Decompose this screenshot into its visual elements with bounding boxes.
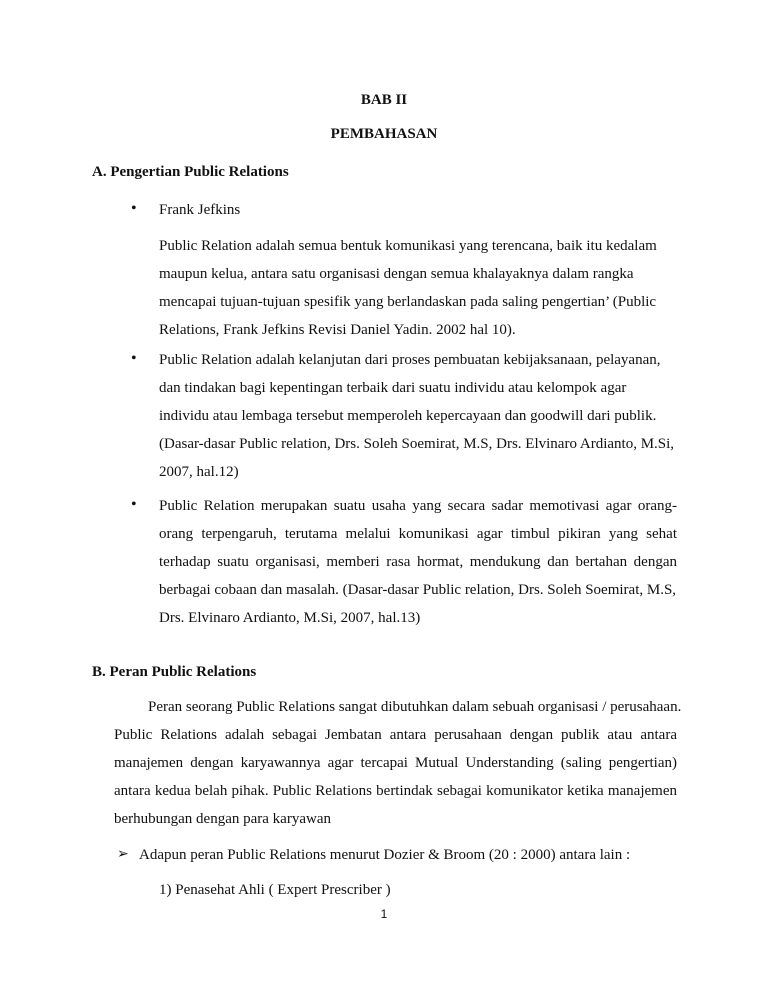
bullet-marker: •: [131, 200, 137, 217]
numbered-item: 1) Penasehat Ahli ( Expert Prescriber ): [159, 882, 391, 898]
item-1-title: Frank Jefkins: [159, 202, 241, 218]
item-2-line: (Dasar-dasar Public relation, Drs. Soleh Soemirat, M.S, Drs. Elvinaro Ardianto, M.Si,: [159, 436, 675, 452]
item-1-line: maupun kelua, antara satu organisasi dengan semua khalayaknya dalam rangka: [159, 266, 634, 282]
section-b-paragraph-line: Peran seorang Public Relations sangat dibutuhkan dalam sebuah organisasi / perusahaan.: [148, 699, 682, 715]
item-1-line: mencapai tujuan-tujuan spesifik yang berlandaskan pada saling pengertian’ (Public: [159, 294, 657, 310]
section-a-title: A. Pengertian Public Relations: [92, 164, 289, 180]
section-b-paragraph-line: antara kedua belah pihak. Public Relations bertindak sebagai komunikator ketika manajemen: [114, 783, 677, 799]
chapter-heading: BAB II: [360, 92, 408, 108]
item-2-line: 2007, hal.12): [159, 464, 239, 480]
section-b-paragraph-line: Public Relations adalah sebagai Jembatan antara perusahaan dengan publik atau antara: [114, 727, 677, 743]
item-3-line: orang terpengaruh, terutama melalui komunikasi agar timbul pikiran yang sehat: [159, 526, 677, 542]
arrow-item-text: Adapun peran Public Relations menurut Dozier & Broom (20 : 2000) antara lain :: [139, 847, 631, 863]
bullet-marker: •: [131, 496, 137, 513]
item-3-line: Public Relation merupakan suatu usaha yang secara sadar memotivasi agar orang-: [159, 498, 677, 514]
item-3-line: berbagai cobaan dan masalah. (Dasar-dasar Public relation, Drs. Soleh Soemirat, M.S,: [159, 582, 677, 598]
section-b-title: B. Peran Public Relations: [92, 664, 257, 680]
bullet-marker: •: [131, 350, 137, 367]
item-1-line: Relations, Frank Jefkins Revisi Daniel Yadin. 2002 hal 10).: [159, 322, 516, 338]
item-2-line: individu atau lembaga tersebut memperoleh kepercayaan dan goodwill dari publik.: [159, 408, 657, 424]
chapter-title: PEMBAHASAN: [330, 126, 438, 142]
arrow-bullet-icon: ➢: [117, 847, 129, 862]
section-b-paragraph-line: manajemen dengan karyawannya agar tercapai Mutual Understanding (saling pengertian): [114, 755, 677, 771]
page-number: 1: [380, 907, 388, 921]
item-3-line: terhadap suatu organisasi, memberi rasa hormat, mendukung dan bertahan dengan: [159, 554, 677, 570]
item-2-line: Public Relation adalah kelanjutan dari proses pembuatan kebijaksanaan, pelayanan,: [159, 352, 661, 368]
item-3-line: Drs. Elvinaro Ardianto, M.Si, 2007, hal.13): [159, 610, 421, 626]
section-b-paragraph-line: berhubungan dengan para karyawan: [114, 811, 331, 827]
item-2-line: dan tindakan bagi kepentingan terbaik dari suatu individu atau kelompok agar: [159, 380, 627, 396]
item-1-line: Public Relation adalah semua bentuk komunikasi yang terencana, baik itu kedalam: [159, 238, 657, 254]
